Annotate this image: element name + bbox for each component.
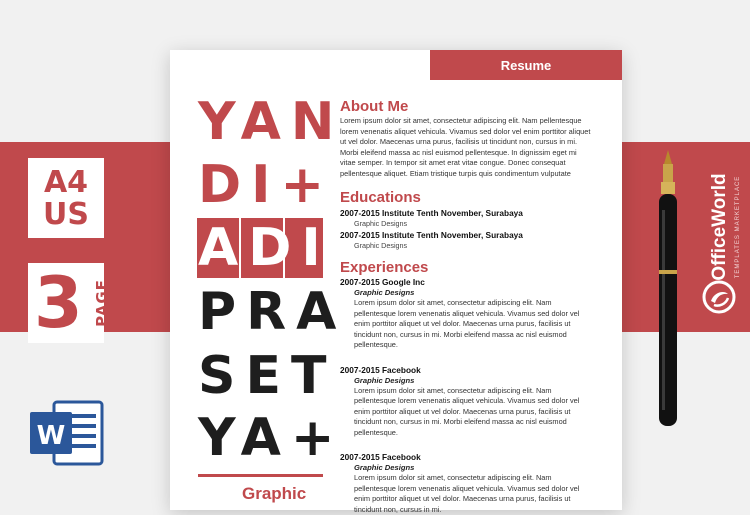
- experience-item: [340, 277, 592, 351]
- name-line-3: ADI: [198, 218, 331, 278]
- experience-description: Lorem ipsum dolor sit amet, consectetur adipiscing elit. Nam pellentesque lorem venenatis aliquet vehicula. Vivamus sed dolor vel enim porttitor aliquet ut vel dolor. Maecenas urna purus, facilisis ut tincidunt non, cursus in mi.: [354, 473, 580, 514]
- experience-title: 2007-2015 Facebook: [340, 364, 421, 375]
- about-text: Lorem ipsum dolor sit amet, consectetur adipiscing elit. Nam pellentesque lorem venenatis aliquet vehicula. Vivamus sed dolor vel enim porttitor aliquet ut vel dolor. Maecenas urna purus, facilisis ut tincidunt non, cursus in mi. Morbi eleifend massa ac nisl euismod pellentesque. In dignissim eget mi vitae semper. In tempor sit amet erat vitae congue. Donec consequat pellentesque aliquet. Etiam tristique turpis quis condimentum vulputate: [340, 116, 591, 178]
- resume-page: [170, 50, 622, 514]
- about-heading: About Me: [340, 98, 409, 115]
- experience-description: Lorem ipsum dolor sit amet, consectetur adipiscing elit. Nam pellentesque lorem venenatis aliquet vehicula. Vivamus sed dolor vel enim porttitor aliquet ut vel dolor. Maecenas urna purus, facilisis ut tincidunt non, cursus in mi. Morbi eleifend massa ac nisl euismod pellentesque.: [354, 385, 580, 437]
- experience-item: [340, 365, 592, 439]
- education-title: 2007-2015 Institute Tenth November, Surabaya: [340, 230, 523, 240]
- paper-size-a4: A4: [43, 165, 89, 200]
- experience-title: 2007-2015 Facebook: [340, 452, 421, 462]
- brand-name: OfficeWorld: [709, 173, 730, 281]
- education-title: 2007-2015 Institute Tenth November, Surabaya: [340, 208, 523, 218]
- experience-item: [340, 452, 592, 515]
- experience-role: Graphic Designs: [354, 375, 415, 385]
- resume-content: [340, 98, 592, 515]
- svg-text:W: W: [36, 421, 66, 451]
- paper-size-us: US: [43, 197, 89, 232]
- fountain-pen-icon: [655, 150, 681, 430]
- page-count-number: 3: [34, 262, 83, 344]
- education-item: [340, 230, 592, 251]
- experience-title: 2007-2015 Google Inc: [340, 277, 425, 287]
- experience-description: Lorem ipsum dolor sit amet, consectetur adipiscing elit. Nam pellentesque lorem venenatis aliquet vehicula. Vivamus sed dolor vel enim porttitor aliquet ut vel dolor. Maecenas urna purus, facilisis ut tincidunt non, cursus in mi. Morbi eleifend massa ac nisl euismod pellentesque.: [354, 298, 580, 349]
- word-document-icon: [28, 398, 104, 468]
- experience-role: Graphic Designs: [354, 288, 415, 297]
- name-line-5: SET: [198, 346, 337, 406]
- page-count-label: PAGE: [93, 279, 111, 327]
- education-heading: Educations: [340, 189, 421, 206]
- resume-subtitle: Graphic: [242, 484, 307, 503]
- education-item: [340, 208, 592, 229]
- officeworld-brand: [700, 173, 741, 320]
- name-line-2: DI+: [198, 155, 335, 215]
- brand-tagline: TEMPLATES MARKETPLACE: [735, 175, 741, 279]
- education-subtitle: Graphic Designs: [354, 219, 408, 228]
- name-line-4: PRA: [198, 282, 347, 342]
- paper-size-badge: [28, 158, 104, 238]
- name-line-1: YAN: [198, 92, 345, 152]
- name-line-6: YA+: [198, 408, 345, 468]
- resume-tab: Resume: [430, 50, 622, 80]
- education-subtitle: Graphic Designs: [354, 241, 408, 250]
- name-divider: [198, 474, 323, 477]
- experience-role: Graphic Designs: [354, 463, 415, 472]
- experience-heading: Experiences: [340, 259, 429, 276]
- officeworld-logo-icon: [702, 280, 736, 314]
- page-count-badge: [28, 262, 111, 344]
